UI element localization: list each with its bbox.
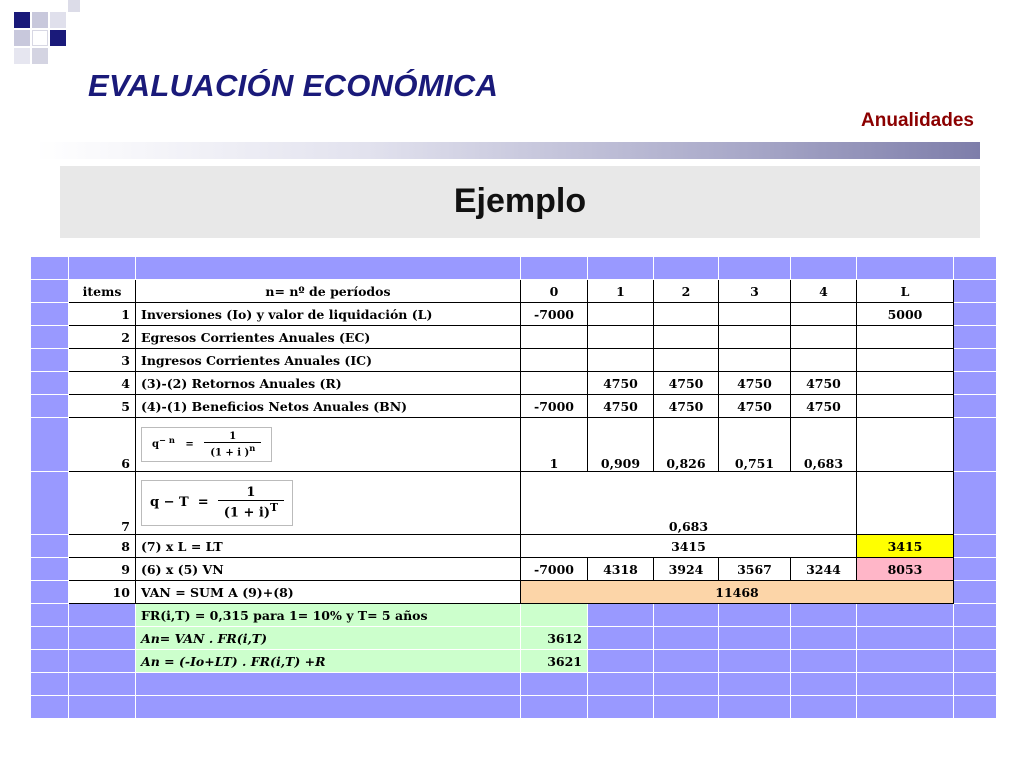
cell-value: 0,826 (654, 418, 719, 472)
cell-value: 4750 (588, 372, 654, 395)
formula-denominator (204, 443, 261, 458)
cell-value: 1 (521, 418, 588, 472)
cell-value (521, 372, 588, 395)
item-description: Ingresos Corrientes Anuales (IC) (136, 349, 521, 372)
table-row (31, 558, 997, 581)
cell-value (791, 349, 857, 372)
cell-value (857, 349, 954, 372)
cell-value: 4750 (588, 395, 654, 418)
note-value (521, 604, 588, 627)
header-2: 2 (654, 280, 719, 303)
cell-value: 4750 (654, 395, 719, 418)
formula-denominator-base: (1 + i) (223, 505, 270, 521)
formula-equals: = (185, 439, 194, 450)
note-text: FR(i,T) = 0,315 para 1= 10% y T= 5 años (136, 604, 521, 627)
cell-value: 0,909 (588, 418, 654, 472)
cell-value (588, 303, 654, 326)
table-row (31, 372, 997, 395)
cell-value: 4750 (791, 372, 857, 395)
cell-value: 4750 (654, 372, 719, 395)
cell-value: 4750 (719, 372, 791, 395)
cell-value: 3567 (719, 558, 791, 581)
table-row (31, 303, 997, 326)
logo-square (14, 48, 30, 64)
table-row (31, 673, 997, 696)
header-1: 1 (588, 280, 654, 303)
logo-square (14, 12, 30, 28)
cell-value: 3415 (521, 535, 857, 558)
formula-denominator-exp: T (269, 501, 279, 515)
slide-title: EVALUACIÓN ECONÓMICA (88, 68, 499, 103)
formula-denominator-exp: n (249, 442, 256, 453)
note-text: An= VAN . FR(i,T) (136, 627, 521, 650)
item-number: 1 (69, 303, 136, 326)
gradient-divider (36, 142, 980, 159)
cell-value (588, 326, 654, 349)
highlight-cell-pink: 8053 (857, 558, 954, 581)
table-header-row (31, 280, 997, 303)
table-row (31, 535, 997, 558)
header-periods: n= nº de períodos (136, 280, 521, 303)
logo-square (50, 30, 66, 46)
cell-value: 3924 (654, 558, 719, 581)
table-row (31, 395, 997, 418)
cell-value: 3244 (791, 558, 857, 581)
item-description: (6) x (5) VN (136, 558, 521, 581)
table-row (31, 472, 997, 535)
logo-square (68, 0, 80, 12)
item-number: 4 (69, 372, 136, 395)
item-number: 3 (69, 349, 136, 372)
logo-square (32, 48, 48, 64)
note-value: 3621 (521, 650, 588, 673)
logo-square (50, 12, 66, 28)
cell-value: -7000 (521, 558, 588, 581)
note-row (31, 627, 997, 650)
cell-value (654, 326, 719, 349)
header-4: 4 (791, 280, 857, 303)
item-number: 8 (69, 535, 136, 558)
cell-value (791, 326, 857, 349)
cell-value: -7000 (521, 395, 588, 418)
banner-label: Ejemplo (453, 182, 587, 220)
cell-value (654, 349, 719, 372)
cell-value: 4318 (588, 558, 654, 581)
item-number: 10 (69, 581, 136, 604)
cell-value (857, 418, 954, 472)
factor-value: 0,683 (521, 472, 857, 535)
cell-value (857, 395, 954, 418)
item-description: (7) x L = LT (136, 535, 521, 558)
item-description: Egresos Corrientes Anuales (EC) (136, 326, 521, 349)
logo-square (14, 30, 30, 46)
item-number: 7 (69, 472, 136, 535)
cell-value (719, 326, 791, 349)
header-0: 0 (521, 280, 588, 303)
cell-value: -7000 (521, 303, 588, 326)
cell-value: 5000 (857, 303, 954, 326)
note-value: 3612 (521, 627, 588, 650)
slide-subtitle: Anualidades (861, 110, 974, 131)
item-number: 5 (69, 395, 136, 418)
formula-fraction (218, 485, 284, 520)
cell-value (521, 326, 588, 349)
table-row (31, 696, 997, 719)
factor-formula (141, 480, 293, 525)
item-number: 6 (69, 418, 136, 472)
cell-value: 4750 (719, 395, 791, 418)
discount-formula (141, 427, 272, 462)
table-row (31, 581, 997, 604)
item-description: Inversiones (Io) y valor de liquidación (L) (136, 303, 521, 326)
formula-numerator: 1 (218, 485, 284, 501)
cell-value (791, 303, 857, 326)
formula-equals: = (197, 495, 209, 511)
item-description: (3)-(2) Retornos Anuales (R) (136, 372, 521, 395)
header-L: L (857, 280, 954, 303)
highlight-cell-yellow: 3415 (857, 535, 954, 558)
formula-lhs: q (152, 439, 159, 450)
cell-value (857, 472, 954, 535)
header-3: 3 (719, 280, 791, 303)
item-description: (4)-(1) Beneficios Netos Anuales (BN) (136, 395, 521, 418)
spreadsheet-table (30, 256, 997, 719)
formula-denominator (218, 501, 284, 520)
item-description: VAN = SUM A (9)+(8) (136, 581, 521, 604)
header-items: items (69, 280, 136, 303)
cell-value (588, 349, 654, 372)
table-row (31, 349, 997, 372)
example-banner (60, 166, 980, 238)
formula-lhs: q − T (150, 495, 189, 511)
cell-value: 0,751 (719, 418, 791, 472)
cell-value: 0,683 (791, 418, 857, 472)
logo-square (32, 12, 48, 28)
factor-formula-cell (136, 472, 521, 535)
formula-fraction (204, 431, 261, 458)
cell-value (719, 349, 791, 372)
formula-exponent: − n (159, 434, 175, 445)
discount-formula-cell (136, 418, 521, 472)
formula-numerator: 1 (204, 431, 261, 443)
table-row (31, 257, 997, 280)
cell-value: 4750 (791, 395, 857, 418)
table-row (31, 418, 997, 472)
table-row (31, 326, 997, 349)
note-text: An = (-Io+LT) . FR(i,T) +R (136, 650, 521, 673)
note-row (31, 650, 997, 673)
van-total: 11468 (521, 581, 954, 604)
cell-value (857, 372, 954, 395)
item-number: 9 (69, 558, 136, 581)
cell-value (719, 303, 791, 326)
note-row (31, 604, 997, 627)
cell-value (654, 303, 719, 326)
logo-square (32, 30, 48, 46)
cell-value (857, 326, 954, 349)
formula-denominator-base: (1 + i ) (210, 447, 250, 459)
item-number: 2 (69, 326, 136, 349)
cell-value (521, 349, 588, 372)
